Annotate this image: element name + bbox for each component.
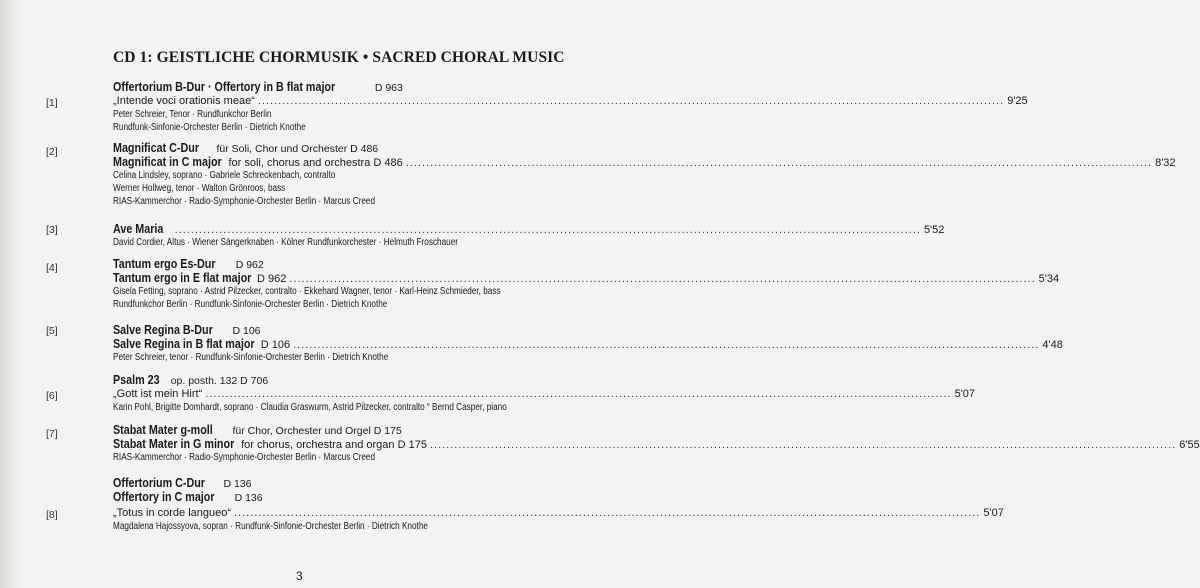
performer-credit: Magdalena Hajossyova, sopran · Rundfunk-Sinfonie-Orchester Berlin · Dietrich Knothe [113, 521, 428, 532]
performer-credit: RIAS-Kammerchor · Radio-Symphonie-Orchester Berlin · Marcus Creed [113, 452, 376, 463]
leader-dots [430, 438, 1176, 452]
work-title: Ave Maria [113, 222, 164, 236]
catalog-number: D 106 [232, 325, 261, 337]
duration: 5'07 [954, 388, 976, 400]
work-title-en: Magnificat in C major [113, 155, 222, 169]
track-number: [2] [46, 146, 58, 158]
track-entry-4 [113, 257, 1060, 311]
leader-dots [175, 223, 921, 237]
work-title-en: Salve Regina in B flat major [113, 337, 255, 351]
work-title-de-en: Offertorium B-Dur · Offertory in B flat major [113, 80, 336, 94]
track-number: [5] [46, 325, 58, 337]
incipit: „Intende voci orationis meae“ [113, 95, 255, 107]
track-entry-7 [113, 423, 1200, 464]
performer-credit: David Cordier, Altus · Wiener Sängerknaben · Kölner Rundfunkorchester · Helmuth Froschauer [113, 237, 459, 248]
work-title-de: Stabat Mater g-moll [113, 423, 213, 437]
duration: 9'25 [1007, 95, 1028, 107]
leader-dots [234, 506, 980, 520]
track-entry-1 [113, 80, 1028, 134]
track-number: [8] [46, 509, 58, 521]
duration: 6'55 [1179, 439, 1200, 451]
performer-credit: Gisela Fetting, soprano · Astrid Pilzecker, contralto · Ekkehard Wagner, tenor · Karl-Heinz Schmieder, bass [113, 286, 501, 297]
catalog-number: D 962 [235, 259, 264, 271]
work-title-en: Stabat Mater in G minor [113, 437, 235, 451]
incipit: „Gott ist mein Hirt“ [113, 388, 203, 400]
incipit: „Totus in corde langueo“ [113, 507, 232, 519]
work-title: Psalm 23 [113, 373, 160, 387]
catalog-number: D 962 [256, 273, 287, 285]
page-number: 3 [296, 569, 303, 583]
duration: 5'07 [983, 507, 1004, 519]
track-number: [4] [46, 262, 58, 274]
catalog-number: D 136 [223, 478, 252, 490]
performer-credit: Rundfunk-Sinfonie-Orchester Berlin · Dietrich Knothe [113, 122, 306, 133]
performer-credit: Werner Hollweg, tenor · Walton Grönroos, bass [113, 183, 286, 194]
work-title-en: Offertory in C major [113, 490, 215, 504]
catalog-number: D 963 [374, 82, 403, 94]
track-entry-5 [113, 323, 1063, 364]
track-number: [1] [46, 97, 58, 109]
duration: 4'48 [1042, 339, 1063, 351]
work-subtitle-en: for chorus, orchestra and organ D 175 [241, 439, 427, 451]
performer-credit: Celina Lindsley, soprano · Gabriele Schreckenbach, contralto [113, 170, 336, 181]
track-number: [6] [46, 390, 58, 402]
leader-dots [205, 387, 951, 401]
track-number: [3] [46, 224, 58, 236]
work-title-de: Salve Regina B-Dur [113, 323, 213, 337]
performer-credit: Rundfunkchor Berlin · Rundfunk-Sinfonie-Orchester Berlin · Dietrich Knothe [113, 299, 388, 310]
work-title-de: Tantum ergo Es-Dur [113, 257, 216, 271]
leader-dots [258, 94, 1004, 108]
booklet-spine-shadow [0, 0, 22, 588]
duration: 5'52 [923, 224, 945, 236]
work-title-de: Offertorium C-Dur [113, 476, 205, 490]
leader-dots [293, 338, 1039, 352]
catalog-number: D 136 [234, 492, 263, 504]
work-subtitle-de: für Chor, Orchester und Orgel D 175 [232, 425, 402, 437]
track-entry-6 [113, 373, 976, 414]
leader-dots [289, 272, 1035, 286]
work-title-en: Tantum ergo in E flat major [113, 271, 252, 285]
duration: 8'32 [1155, 157, 1176, 169]
catalog-number: D 106 [260, 339, 291, 351]
work-subtitle-en: for soli, chorus and orchestra D 486 [228, 157, 403, 169]
performer-credit: RIAS-Kammerchor · Radio-Symphonie-Orchester Berlin · Marcus Creed [113, 196, 376, 207]
track-entry-8 [113, 476, 1004, 533]
performer-credit: Peter Schreier, Tenor · Rundfunkchor Berlin [113, 109, 272, 120]
track-entry-2 [113, 141, 1176, 208]
work-subtitle-de: für Soli, Chor und Orchester D 486 [216, 143, 379, 155]
duration: 5'34 [1038, 273, 1060, 285]
catalog-number: op. posth. 132 D 706 [170, 375, 269, 387]
performer-credit: Karin Pohl, Brigitte Domhardt, soprano · Claudia Graswurm, Astrid Pilzecker, contralto “ Bernd Casper, piano [113, 402, 507, 413]
work-title-de: Magnificat C-Dur [113, 141, 199, 155]
track-entry-3 [113, 222, 945, 249]
leader-dots [406, 156, 1152, 170]
performer-credit: Peter Schreier, tenor · Rundfunk-Sinfonie-Orchester Berlin · Dietrich Knothe [113, 352, 389, 363]
track-number: [7] [46, 428, 58, 440]
page-title: CD 1: GEISTLICHE CHORMUSIK • SACRED CHORAL MUSIC [113, 49, 565, 66]
